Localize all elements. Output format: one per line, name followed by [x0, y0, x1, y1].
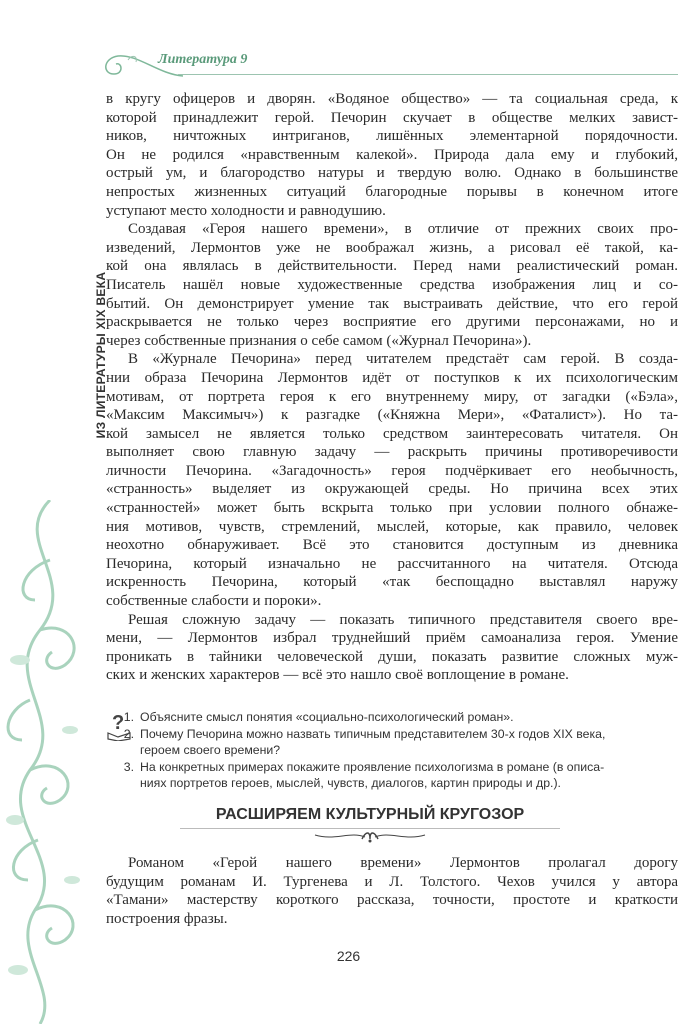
text-line: «Максим Максимыч») к разгадке («Княжна Мери», «Фаталист»). Но та- — [106, 407, 678, 424]
text-line: мотивам, от портрета героя к его внутреннему миру, от загадки («Бэла», — [106, 388, 678, 405]
book-title: Литература 9 — [158, 52, 248, 67]
question-item — [108, 759, 678, 792]
text-line: будущим романам И. Тургенева и Л. Толстого. Чехов учился у автора — [106, 873, 678, 890]
side-section-label: ИЗ ЛИТЕРАТУРЫ XIX ВЕКА — [94, 271, 108, 439]
paragraph — [106, 90, 678, 220]
text-line: Писатель нашёл новые художественные средства изображения лиц и со- — [106, 276, 678, 293]
question-item — [108, 726, 678, 759]
question-text: героем своего времени? — [140, 743, 281, 757]
text-line: раскрывается не только через восприятие его другими персонажами, но и — [106, 314, 678, 331]
question-item — [108, 709, 678, 726]
text-line: уступают место холодности и равнодушию. — [106, 202, 386, 219]
text-line: построения фразы. — [106, 910, 228, 927]
question-book-icon — [106, 711, 134, 741]
text-line: ников, ничтожных интриганов, лишённых элементарной порядочности. — [106, 128, 678, 145]
text-line: проникать в тайники человеческой души, показать развитие сложных муж- — [106, 648, 678, 665]
question-text: ниях портретов героев, мыслей, чувств, диалогов, картин природы и др.). — [140, 776, 561, 790]
text-line: «Тамани» мастерству короткого рассказа, точности, простоте и краткости — [106, 892, 678, 909]
question-text: Объясните смысл понятия «социально-психологический роман». — [140, 710, 514, 724]
text-line: мени, — Лермонтов избрал труднейший приём самоанализа героя. Умение — [106, 630, 678, 647]
question-number: 1. — [123, 710, 134, 724]
question-text: Почему Печорина можно назвать типичным представителем 30-х годов XIX века, — [140, 726, 606, 741]
section-title: РАСШИРЯЕМ КУЛЬТУРНЫЙ КРУГОЗОР — [215, 806, 525, 823]
paragraph — [106, 350, 678, 610]
paragraph — [106, 854, 678, 928]
text-line: собственные слабости и пороки». — [106, 593, 322, 610]
text-line: бытий. Он демонстрирует умение так выстраивать действие, что его герой — [106, 295, 678, 312]
text-line: острый ум, и благородство натуры и твердую волю. Однако в большинстве — [106, 165, 678, 182]
text-line: выполняет свою главную задачу — раскрыть причины противоречивости — [106, 444, 678, 461]
text-line: Романом «Герой нашего времени» Лермонтов пролагал дорогу — [128, 855, 678, 871]
text-line: Решая сложную задачу — показать типичного представителя своего вре- — [128, 611, 678, 628]
ornament-icon — [310, 829, 430, 843]
text-line: через собственные признания о себе самом («Журнал Печорина»). — [106, 332, 532, 349]
text-line: которой принадлежит герой. Печорин скучает в обществе мелких завист- — [106, 109, 678, 126]
text-line: Он не родился «нравственным калекой». Природа дала ему и глубокий, — [106, 146, 678, 163]
text-line: «странностей» может быть вскрыта только при условии полного обнаже- — [106, 500, 678, 517]
header-rule — [178, 74, 678, 75]
review-questions — [108, 709, 678, 792]
section-text — [106, 854, 678, 928]
question-number: 2. — [123, 726, 134, 741]
question-number: 3. — [123, 759, 134, 774]
text-line: личности Печорина. «Загадочность» героя подчёркивает его необычность, — [106, 462, 678, 479]
text-line: нии образа Печорина Лермонтов идёт от поступков к их психологическим — [106, 369, 678, 386]
paragraph — [106, 220, 678, 350]
page-header — [98, 44, 678, 84]
text-line: искренность Печорина, который «так беспощадно выставлял наружу — [106, 574, 678, 591]
decorative-swirl-icon — [0, 500, 95, 1024]
text-line: кой она являлась в действительности. Перед нами реалистический роман. — [106, 258, 678, 275]
text-line: Печорина, который изначально не рассчитанного на читателя. Отсюда — [106, 555, 678, 572]
section-heading — [200, 806, 540, 848]
text-line: В «Журнале Печорина» перед читателем предстаёт сам герой. В созда- — [128, 351, 678, 368]
text-line: ния мотивов, чувств, стремлений, мыслей, которые, как правило, человек — [106, 518, 678, 535]
text-line: изведений, Лермонтов уже не воображал жизнь, а рисовал её такой, ка- — [106, 239, 678, 256]
question-text: На конкретных примерах покажите проявление психологизма в романе (в описа- — [140, 759, 605, 774]
text-line: неохотно обнаруживает. Всё это становится доступным из дневника — [106, 537, 678, 554]
text-line: кой замысел не является только средством заинтересовать читателя. Он — [106, 425, 678, 442]
text-line: ских и женских характеров — всё это нашло своё воплощение в романе. — [106, 667, 569, 684]
page-number: 226 — [336, 948, 361, 964]
text-line: в кругу офицеров и дворян. «Водяное общество» — та социальная среда, к — [106, 91, 678, 107]
svg-text:?: ? — [112, 712, 125, 734]
text-line: «странность» выделяет из окружающей среды. Но причина всех этих — [106, 481, 678, 498]
text-line: непростых жизненных ситуаций благородные порывы в конечном итоге — [106, 183, 678, 200]
paragraph — [106, 611, 678, 685]
main-text — [106, 90, 678, 685]
text-line: Создавая «Героя нашего времени», в отличие от прежних своих про- — [128, 221, 678, 238]
